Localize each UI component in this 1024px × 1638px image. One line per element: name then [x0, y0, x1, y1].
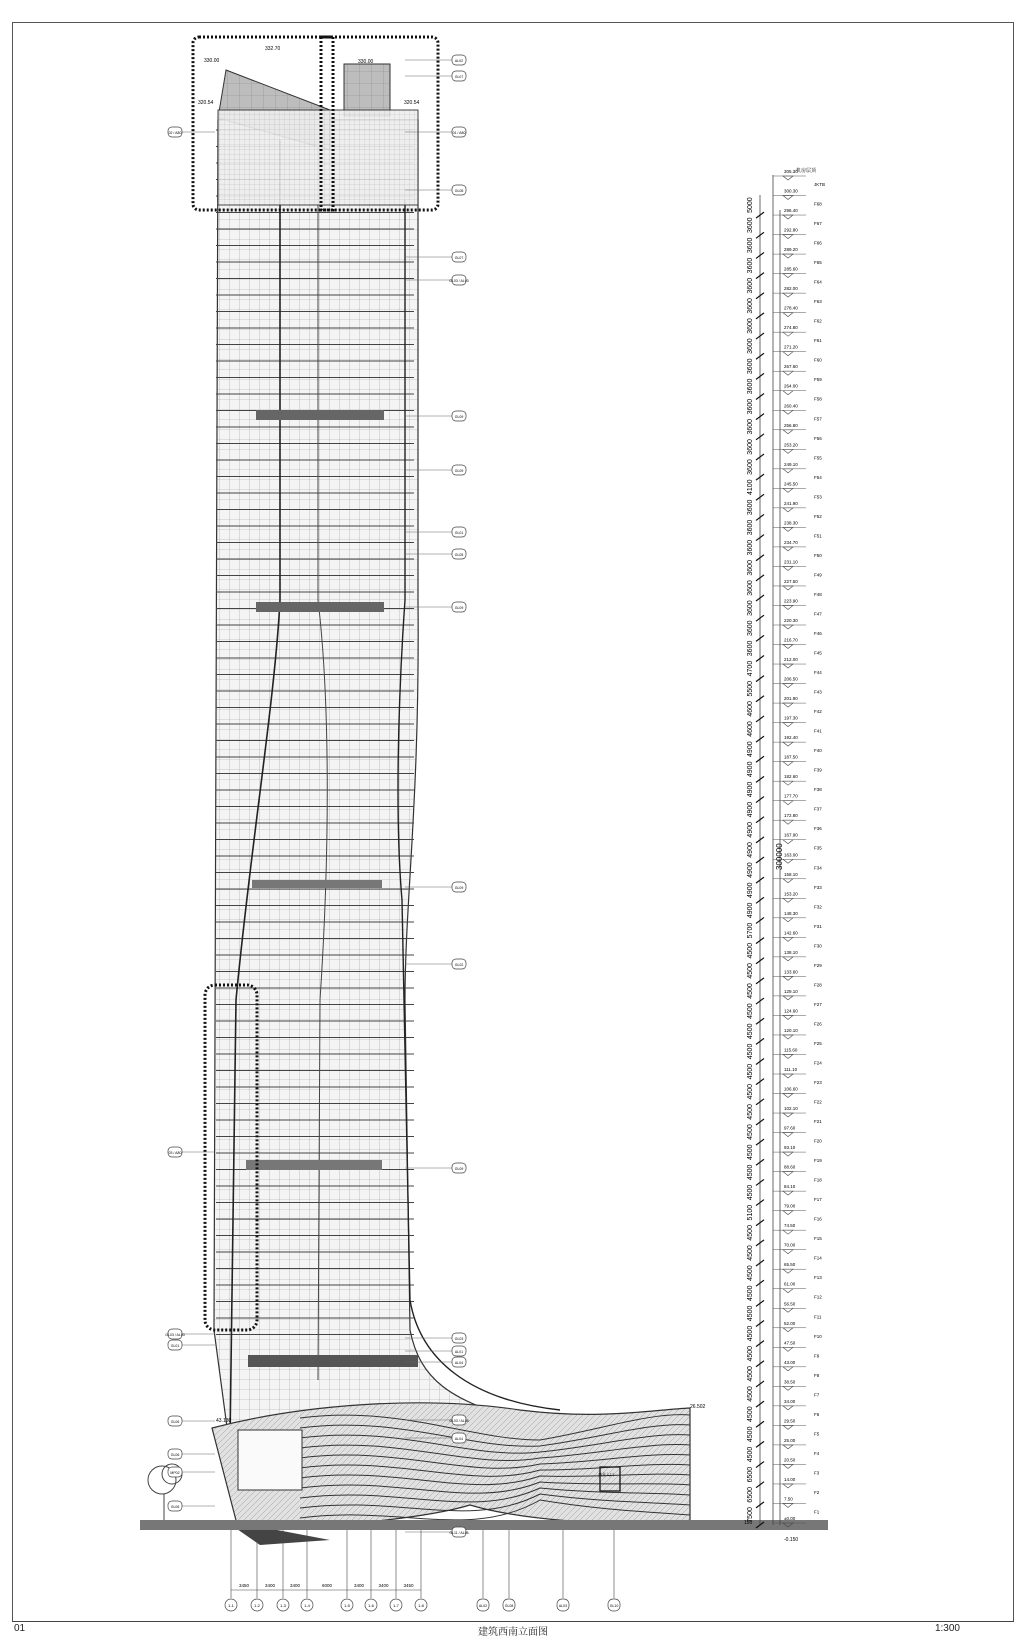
svg-text:F31: F31 — [814, 923, 822, 929]
dimension-label: 3600 — [747, 459, 754, 475]
podium-window — [238, 1430, 302, 1490]
svg-text:234.70: 234.70 — [784, 539, 798, 545]
dimension-label: 3600 — [747, 560, 754, 576]
svg-text:330.00: 330.00 — [358, 59, 374, 65]
dimension-label: 4500 — [747, 1104, 754, 1120]
svg-text:177.70: 177.70 — [784, 793, 798, 799]
dimension-label: 4500 — [747, 1245, 754, 1261]
svg-text:F32: F32 — [814, 904, 822, 910]
dimension-label: 4500 — [747, 1003, 754, 1019]
dimension-label: 4500 — [747, 1144, 754, 1160]
svg-text:F14: F14 — [814, 1255, 822, 1261]
title-block — [12, 1621, 1014, 1638]
callout-label: GL07 — [454, 75, 464, 79]
svg-text:F21: F21 — [814, 1119, 822, 1125]
svg-text:F60: F60 — [814, 357, 822, 363]
svg-text:88.60: 88.60 — [784, 1164, 796, 1170]
svg-text:271.20: 271.20 — [784, 344, 798, 350]
dimension-label: 4900 — [747, 862, 754, 878]
svg-text:F64: F64 — [814, 279, 822, 285]
svg-text:47.50: 47.50 — [784, 1340, 796, 1346]
grid-axis-label: 1-8 — [418, 1603, 424, 1608]
svg-text:F23: F23 — [814, 1080, 822, 1085]
callout-label: GL08 — [454, 189, 464, 193]
dimension-label: 3600 — [747, 580, 754, 596]
dimension-label: 4900 — [747, 761, 754, 778]
svg-text:163.00: 163.00 — [784, 852, 798, 858]
dimension-label: 4500 — [747, 1446, 754, 1463]
dimension-label: 3600 — [747, 257, 754, 274]
callout-label: GL11 / AL06 — [449, 1531, 469, 1535]
svg-text:93.10: 93.10 — [784, 1145, 796, 1151]
dimension-label: 4500 — [747, 1305, 754, 1322]
svg-text:F56: F56 — [814, 435, 822, 441]
callout-label: GL03 / AL03 — [449, 279, 469, 283]
svg-text:F37: F37 — [814, 806, 822, 812]
svg-text:172.80: 172.80 — [784, 813, 798, 819]
callout-label: AL04 — [454, 1361, 464, 1365]
callout-label: GL09 — [454, 886, 464, 890]
dimension-label: 4500 — [747, 1164, 754, 1181]
svg-text:305.30: 305.30 — [784, 169, 798, 174]
svg-text:GL10: GL10 — [609, 1604, 619, 1608]
dimension-label: 4900 — [747, 801, 754, 818]
svg-text:167.90: 167.90 — [784, 832, 798, 838]
svg-text:34.00: 34.00 — [784, 1398, 796, 1404]
dimension-label: 4900 — [747, 821, 754, 838]
grid-axis-label: 1-1 — [228, 1603, 234, 1608]
svg-text:F20: F20 — [814, 1138, 822, 1144]
dimension-label: 4500 — [747, 1426, 754, 1443]
dimension-label: 3600 — [747, 277, 754, 294]
callout-label: GL03 — [454, 1337, 464, 1341]
svg-text:14.00: 14.00 — [784, 1476, 796, 1482]
svg-text:F59: F59 — [814, 377, 822, 383]
svg-text:F27: F27 — [814, 1001, 822, 1007]
svg-text:238.30: 238.30 — [784, 520, 798, 526]
svg-text:F11: F11 — [814, 1314, 822, 1320]
svg-text:300.30: 300.30 — [784, 188, 798, 194]
podium-elev-right: 26.502 — [690, 1404, 706, 1410]
svg-text:115.60: 115.60 — [784, 1047, 798, 1053]
dimension-label: 3600 — [747, 338, 754, 354]
crown — [193, 37, 438, 210]
svg-text:292.80: 292.80 — [784, 227, 798, 233]
grid-spacing-label: 3400 — [378, 1583, 389, 1588]
svg-text:±0.00: ±0.00 — [784, 1516, 796, 1521]
svg-text:70.00: 70.00 — [784, 1242, 796, 1248]
svg-text:260.40: 260.40 — [784, 403, 798, 409]
svg-text:212.00: 212.00 — [784, 657, 798, 663]
grid-axis-label: 1-7 — [393, 1603, 399, 1608]
dimension-label: 3600 — [747, 318, 754, 334]
svg-text:285.60: 285.60 — [784, 266, 798, 272]
callout-label: GL09 — [454, 469, 464, 473]
svg-text:245.50: 245.50 — [784, 481, 798, 487]
svg-text:GL08: GL08 — [504, 1604, 514, 1608]
svg-text:F43: F43 — [814, 689, 822, 695]
svg-text:332.70: 332.70 — [265, 46, 281, 52]
svg-text:F58: F58 — [814, 396, 822, 402]
dimension-label: 4900 — [747, 741, 754, 757]
svg-text:320.54: 320.54 — [198, 100, 214, 106]
svg-text:158.10: 158.10 — [784, 871, 798, 877]
drawing-title: 建筑西南立面图 — [478, 1627, 548, 1638]
svg-text:F53: F53 — [814, 494, 822, 500]
svg-text:F42: F42 — [814, 709, 822, 715]
svg-text:7.50: 7.50 — [784, 1496, 793, 1502]
dimension-label: 5700 — [747, 922, 754, 939]
svg-text:F12: F12 — [814, 1294, 822, 1300]
dimension-label: 4500 — [747, 1285, 754, 1302]
callout-label: GL06 — [170, 1453, 180, 1457]
svg-text:F28: F28 — [814, 982, 822, 988]
svg-text:289.20: 289.20 — [784, 247, 798, 253]
dimension-label: 5100 — [747, 1204, 754, 1221]
callout-label: MP02 — [170, 1471, 180, 1475]
grid-spacing-label: 3400 — [289, 1583, 301, 1588]
svg-text:231.10: 231.10 — [784, 559, 798, 565]
svg-text:F39: F39 — [814, 767, 822, 773]
svg-text:267.60: 267.60 — [784, 364, 798, 370]
callout-label: GL09 — [454, 415, 464, 419]
callout-label: AL04 — [454, 1437, 464, 1441]
svg-text:F52: F52 — [814, 513, 822, 519]
svg-text:F2: F2 — [814, 1489, 820, 1495]
grid-axis-label: 1-2 — [254, 1603, 260, 1608]
dimension-label: 6500 — [747, 1466, 754, 1483]
svg-text:F47: F47 — [814, 611, 822, 617]
svg-text:F6: F6 — [814, 1411, 820, 1417]
svg-text:F33: F33 — [814, 884, 822, 890]
svg-text:F24: F24 — [814, 1060, 822, 1066]
svg-text:F35: F35 — [814, 845, 822, 851]
ground-offset-dim: 150 — [744, 1520, 753, 1526]
grid-axis-label: 1-6 — [368, 1603, 374, 1608]
svg-text:F22: F22 — [814, 1099, 822, 1105]
svg-text:F26: F26 — [814, 1021, 822, 1027]
svg-text:F34: F34 — [814, 865, 822, 871]
tower — [214, 120, 560, 1450]
svg-text:F15: F15 — [814, 1236, 822, 1242]
svg-text:206.50: 206.50 — [784, 676, 798, 682]
svg-text:256.80: 256.80 — [784, 422, 798, 428]
svg-text:223.90: 223.90 — [784, 598, 798, 604]
grid-spacing-label: 3400 — [264, 1583, 276, 1588]
svg-text:F7: F7 — [814, 1392, 820, 1398]
dimension-label: 4900 — [747, 882, 754, 899]
svg-text:29.50: 29.50 — [784, 1418, 796, 1424]
drawing-scale: 1:300 — [934, 1623, 960, 1634]
svg-text:F49: F49 — [814, 572, 822, 578]
dimension-label: 4600 — [747, 721, 754, 737]
dimension-label: 3600 — [747, 600, 754, 616]
dimension-label: 4100 — [747, 479, 754, 495]
callout-label: GL02 — [454, 963, 464, 967]
dimension-label: 4500 — [747, 1265, 754, 1281]
svg-text:142.60: 142.60 — [784, 930, 798, 936]
svg-text:65.50: 65.50 — [784, 1262, 796, 1268]
dimension-label: 3600 — [747, 499, 754, 516]
svg-text:F3: F3 — [814, 1470, 820, 1476]
callout-label: GL01 — [170, 1344, 180, 1348]
dimension-label: 3600 — [747, 398, 754, 415]
callout-label: GL07 — [454, 256, 464, 260]
svg-text:253.20: 253.20 — [784, 442, 798, 448]
svg-text:296.40: 296.40 — [784, 208, 798, 214]
svg-text:187.50: 187.50 — [784, 754, 798, 760]
podium-tag: 商业入口 — [598, 1472, 614, 1477]
ground-elevation: -0.150 — [784, 1537, 799, 1543]
podium-elev-left: 43.130 — [216, 1418, 232, 1424]
svg-text:138.10: 138.10 — [784, 949, 798, 955]
svg-text:197.30: 197.30 — [784, 715, 798, 721]
svg-text:56.50: 56.50 — [784, 1301, 796, 1307]
svg-text:F50: F50 — [814, 552, 822, 558]
dimension-label: 4600 — [747, 701, 754, 717]
svg-text:F68: F68 — [814, 201, 822, 207]
svg-text:F46: F46 — [814, 631, 822, 636]
svg-text:124.60: 124.60 — [784, 1008, 798, 1014]
callout-label: AL02 — [454, 59, 464, 63]
svg-text:F65: F65 — [814, 260, 822, 266]
dimension-label: 4900 — [747, 842, 754, 858]
dimension-label: 4900 — [747, 781, 754, 798]
callout-label: GL01 — [454, 531, 464, 535]
svg-text:F55: F55 — [814, 455, 822, 461]
dimension-label: 4500 — [747, 1063, 754, 1080]
dimension-label: 3600 — [747, 640, 754, 657]
grid-spacing-label: 3450 — [403, 1583, 414, 1588]
svg-text:220.30: 220.30 — [784, 618, 798, 623]
svg-text:38.50: 38.50 — [784, 1379, 796, 1385]
dimension-label: 4500 — [747, 1083, 754, 1100]
level-marker — [773, 189, 822, 207]
svg-text:111.10: 111.10 — [784, 1067, 798, 1072]
dimension-label: 4900 — [747, 902, 754, 919]
callout-label: GL06 — [170, 1420, 180, 1424]
ground-line — [140, 1520, 828, 1530]
dimension-label: 3600 — [747, 358, 754, 375]
svg-text:F38: F38 — [814, 787, 822, 793]
dimension-label: 3600 — [747, 539, 754, 556]
dimension-chain — [747, 195, 784, 1528]
svg-text:F61: F61 — [814, 338, 822, 344]
grid-axis-label: 1-5 — [344, 1603, 350, 1608]
svg-text:148.30: 148.30 — [784, 910, 798, 916]
dimension-label: 4500 — [747, 1345, 754, 1362]
svg-text:F16: F16 — [814, 1216, 822, 1222]
svg-text:264.00: 264.00 — [784, 383, 798, 389]
grid-spacing-label: 6000 — [321, 1583, 333, 1588]
svg-text:F54: F54 — [814, 474, 822, 480]
dimension-label: 4500 — [747, 1225, 754, 1241]
callout-label: GL09 — [454, 1167, 464, 1171]
svg-text:F36: F36 — [814, 826, 822, 832]
svg-text:F41: F41 — [814, 728, 822, 734]
drawing-number: 01 — [14, 1623, 26, 1634]
svg-text:F66: F66 — [814, 240, 822, 246]
dimension-label: 3600 — [747, 298, 754, 314]
callout-label: 01 / A80 — [452, 131, 466, 135]
dimension-label: 3600 — [747, 620, 754, 637]
svg-text:320.54: 320.54 — [404, 100, 420, 106]
dimension-label: 3600 — [747, 378, 754, 395]
svg-text:F1: F1 — [814, 1509, 820, 1515]
callout-label: AL01 — [454, 1350, 464, 1354]
svg-text:74.50: 74.50 — [784, 1223, 796, 1229]
svg-text:JKTB: JKTB — [814, 182, 826, 187]
dimension-label: 6500 — [747, 1486, 754, 1503]
svg-text:F5: F5 — [814, 1431, 820, 1437]
svg-text:278.40: 278.40 — [784, 305, 798, 311]
dimension-label: 3600 — [747, 519, 754, 536]
svg-text:330.00: 330.00 — [204, 58, 220, 64]
svg-text:153.20: 153.20 — [784, 891, 798, 897]
svg-text:F40: F40 — [814, 748, 822, 754]
svg-text:282.00: 282.00 — [784, 286, 798, 292]
level-header: 机房层顶 — [796, 168, 817, 174]
svg-text:F17: F17 — [814, 1197, 822, 1203]
dimension-label: 4500 — [747, 1124, 754, 1140]
svg-text:F19: F19 — [814, 1158, 822, 1164]
svg-text:227.50: 227.50 — [784, 578, 798, 584]
svg-text:F57: F57 — [814, 416, 822, 422]
svg-text:120.10: 120.10 — [784, 1027, 798, 1033]
svg-text:43.00: 43.00 — [784, 1359, 796, 1365]
svg-text:F62: F62 — [814, 318, 822, 324]
dimension-label: 4500 — [747, 983, 754, 999]
callout-label: GL09 — [454, 606, 464, 610]
callout-label: 03 / A80 — [168, 1151, 182, 1155]
svg-text:25.00: 25.00 — [784, 1437, 796, 1443]
svg-text:F25: F25 — [814, 1040, 822, 1046]
dimension-label: 4500 — [747, 1043, 754, 1060]
svg-text:F51: F51 — [814, 533, 822, 539]
dimension-label: 4500 — [747, 1023, 754, 1040]
grid-spacing-label: 3450 — [238, 1583, 250, 1588]
svg-text:F44: F44 — [814, 670, 822, 676]
callout-label: 02 / A80 — [168, 131, 182, 135]
svg-text:F13: F13 — [814, 1275, 822, 1281]
dimension-label: 4500 — [747, 1406, 754, 1422]
grid-axis-label: 1-4 — [304, 1603, 310, 1608]
svg-text:249.10: 249.10 — [784, 461, 798, 467]
svg-text:F10: F10 — [814, 1333, 822, 1339]
svg-text:F8: F8 — [814, 1372, 820, 1378]
svg-text:133.60: 133.60 — [784, 969, 798, 975]
svg-text:F18: F18 — [814, 1177, 822, 1183]
total-height-label: 300000 — [775, 843, 784, 870]
dimension-label: 7500 — [747, 1507, 754, 1523]
svg-text:106.60: 106.60 — [784, 1086, 798, 1092]
dimension-label: 4500 — [747, 1325, 754, 1342]
svg-text:192.40: 192.40 — [784, 735, 798, 741]
svg-text:97.60: 97.60 — [784, 1125, 796, 1131]
svg-text:AL02: AL02 — [478, 1604, 488, 1608]
svg-text:F67: F67 — [814, 221, 822, 227]
svg-text:F45: F45 — [814, 650, 822, 656]
dimension-label: 4500 — [747, 1386, 754, 1402]
svg-text:216.70: 216.70 — [784, 637, 798, 643]
svg-text:241.90: 241.90 — [784, 500, 798, 506]
svg-text:F30: F30 — [814, 943, 822, 949]
callout-label: GL03 / AL05 — [449, 1419, 469, 1423]
dimension-label: 3600 — [747, 418, 754, 435]
callout-label: GL03 / AL03 — [165, 1333, 185, 1337]
svg-text:201.90: 201.90 — [784, 696, 798, 702]
svg-text:F63: F63 — [814, 299, 822, 305]
svg-text:F29: F29 — [814, 962, 822, 968]
callout-label: GL06 — [170, 1505, 180, 1509]
svg-text:129.10: 129.10 — [784, 988, 798, 994]
dimension-label: 4500 — [747, 1366, 754, 1382]
dimension-label: 4500 — [747, 963, 754, 979]
grid-axis-label: 1-3 — [280, 1603, 286, 1608]
svg-text:F48: F48 — [814, 591, 822, 597]
callout-label: GL05 — [454, 553, 464, 557]
dimension-label: 5500 — [747, 680, 754, 697]
dimension-label: 3600 — [747, 237, 754, 254]
dimension-label: 3600 — [747, 439, 754, 455]
svg-text:20.50: 20.50 — [784, 1457, 796, 1463]
dimension-label: 4500 — [747, 1184, 754, 1201]
dimension-label: 4500 — [747, 942, 754, 959]
dimension-label: 5000 — [747, 197, 754, 213]
svg-text:102.10: 102.10 — [784, 1106, 798, 1112]
dimension-label: 4700 — [747, 660, 754, 677]
svg-text:274.80: 274.80 — [784, 325, 798, 331]
svg-text:84.10: 84.10 — [784, 1184, 796, 1190]
svg-text:F9: F9 — [814, 1353, 820, 1359]
svg-text:52.00: 52.00 — [784, 1320, 796, 1326]
svg-text:AL03: AL03 — [558, 1604, 568, 1608]
svg-text:79.00: 79.00 — [784, 1203, 796, 1209]
svg-text:61.00: 61.00 — [784, 1281, 796, 1287]
grid-spacing-label: 3400 — [353, 1583, 365, 1588]
svg-text:182.60: 182.60 — [784, 774, 798, 780]
dimension-label: 3600 — [747, 217, 754, 234]
svg-text:F4: F4 — [814, 1450, 820, 1456]
